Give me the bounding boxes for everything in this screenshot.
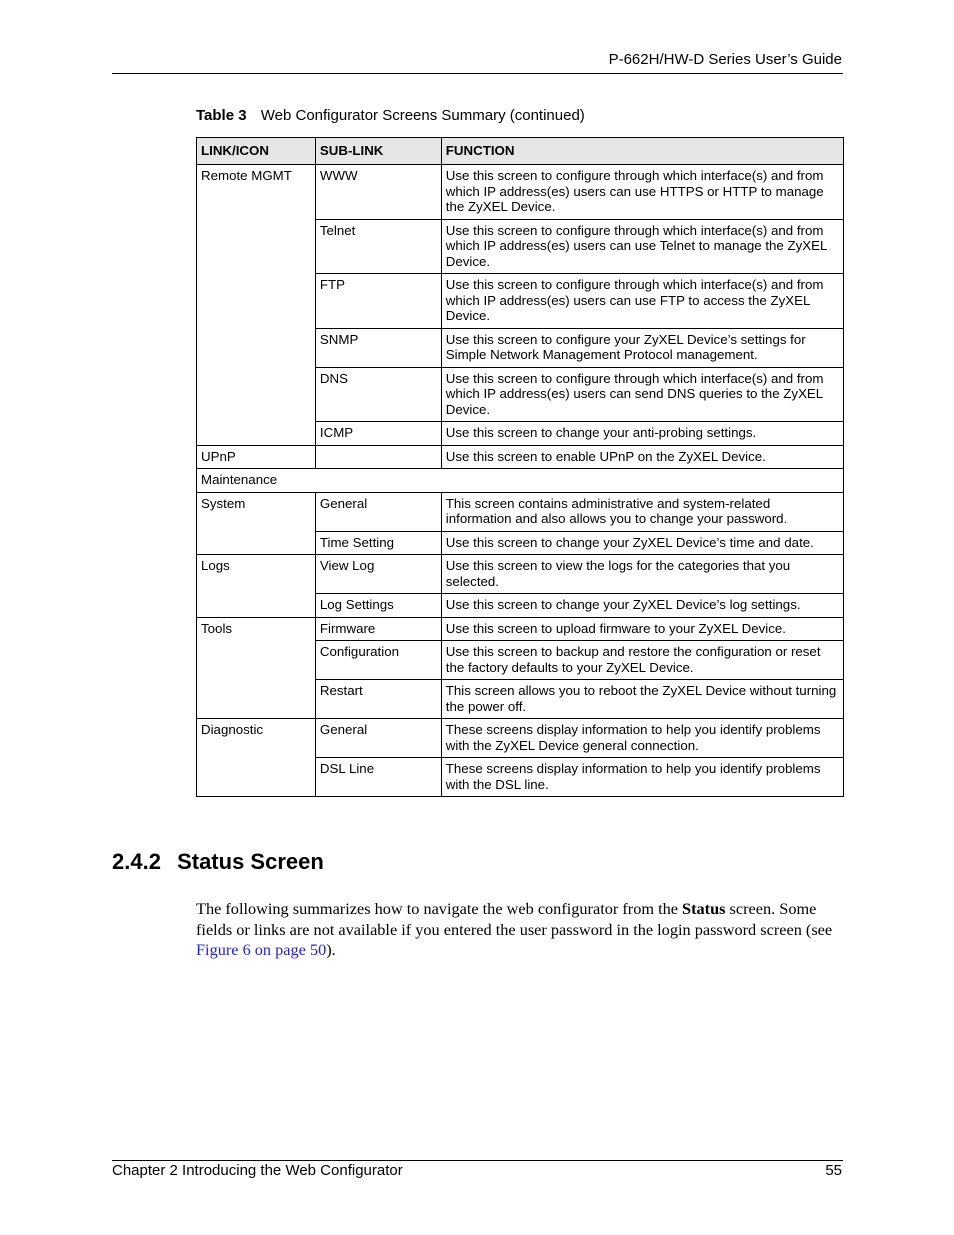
cell-sub-link: FTP	[315, 274, 441, 329]
footer-page-number: 55	[825, 1162, 842, 1179]
cell-sub-link: ICMP	[315, 422, 441, 446]
table-row	[197, 165, 844, 220]
screens-summary-table	[196, 137, 844, 797]
cell-sub-link: DSL Line	[315, 758, 441, 797]
table-row	[197, 445, 844, 469]
column-header-link-icon: LINK/ICON	[197, 138, 316, 165]
table-header-row	[197, 138, 844, 165]
cell-sub-link: DNS	[315, 367, 441, 422]
cell-sub-link: General	[315, 492, 441, 531]
intro-paragraph	[196, 899, 844, 961]
table-row	[197, 719, 844, 758]
table-row	[197, 492, 844, 531]
section-number: 2.4.2	[112, 849, 161, 874]
cell-sub-link: General	[315, 719, 441, 758]
cell-link-icon: Tools	[197, 617, 316, 719]
cell-function: Use this screen to configure through which interface(s) and from which IP address(es) users can send DNS queries to the ZyXEL Device.	[441, 367, 843, 422]
cell-function: This screen allows you to reboot the ZyXEL Device without turning the power off.	[441, 680, 843, 719]
cell-function: Use this screen to enable UPnP on the ZyXEL Device.	[441, 445, 843, 469]
cell-sub-link: Telnet	[315, 219, 441, 274]
table-body	[197, 165, 844, 797]
cell-sub-link: Firmware	[315, 617, 441, 641]
header-rule	[112, 73, 843, 74]
column-header-sub-link: SUB-LINK	[315, 138, 441, 165]
cell-function: These screens display information to help you identify problems with the DSL line.	[441, 758, 843, 797]
cell-link-icon: Remote MGMT	[197, 165, 316, 446]
cell-link-icon: Logs	[197, 555, 316, 618]
table-row	[197, 555, 844, 594]
column-header-function: FUNCTION	[441, 138, 843, 165]
cell-sub-link	[315, 445, 441, 469]
cell-function: Use this screen to configure your ZyXEL Device’s settings for Simple Network Management Protocol management.	[441, 328, 843, 367]
cell-function: Use this screen to configure through which interface(s) and from which IP address(es) users can use HTTPS or HTTP to manage the ZyXEL Device.	[441, 165, 843, 220]
cell-function: Use this screen to view the logs for the categories that you selected.	[441, 555, 843, 594]
cell-function: Use this screen to backup and restore the configuration or reset the factory defaults to your ZyXEL Device.	[441, 641, 843, 680]
cell-function: Use this screen to change your ZyXEL Device’s time and date.	[441, 531, 843, 555]
cell-function: Use this screen to configure through which interface(s) and from which IP address(es) users can use Telnet to manage the ZyXEL Device.	[441, 219, 843, 274]
footer-rule	[112, 1160, 843, 1161]
table-caption	[196, 107, 585, 124]
cell-function: Use this screen to change your anti-probing settings.	[441, 422, 843, 446]
section-title: Status Screen	[177, 849, 324, 874]
footer-chapter: Chapter 2 Introducing the Web Configurator	[112, 1162, 403, 1179]
table-section-label: Maintenance	[197, 469, 844, 493]
cell-sub-link: Configuration	[315, 641, 441, 680]
cell-sub-link: Restart	[315, 680, 441, 719]
cell-sub-link: WWW	[315, 165, 441, 220]
paragraph-text-2: screen. Some fields or links are not available if you entered the user password in the login password screen (see	[196, 899, 833, 939]
cell-function: Use this screen to configure through which interface(s) and from which IP address(es) users can use FTP to access the ZyXEL Device.	[441, 274, 843, 329]
cell-function: Use this screen to upload firmware to your ZyXEL Device.	[441, 617, 843, 641]
figure-reference-link[interactable]: Figure 6 on page 50	[196, 940, 327, 959]
table-section-row	[197, 469, 844, 493]
cell-link-icon: UPnP	[197, 445, 316, 469]
cell-link-icon: System	[197, 492, 316, 555]
table-row	[197, 617, 844, 641]
cell-link-icon: Diagnostic	[197, 719, 316, 797]
cell-sub-link: Log Settings	[315, 594, 441, 618]
cell-function: These screens display information to help you identify problems with the ZyXEL Device general connection.	[441, 719, 843, 758]
running-header-title: P-662H/HW-D Series User’s Guide	[608, 51, 842, 68]
paragraph-text-1: The following summarizes how to navigate the web configurator from the	[196, 899, 683, 918]
paragraph-bold-status: Status	[682, 899, 726, 918]
table-caption-number: Table 3	[196, 107, 247, 124]
cell-function: Use this screen to change your ZyXEL Device’s log settings.	[441, 594, 843, 618]
cell-sub-link: Time Setting	[315, 531, 441, 555]
cell-sub-link: View Log	[315, 555, 441, 594]
cell-function: This screen contains administrative and system-related information and also allows you to change your password.	[441, 492, 843, 531]
table-caption-text: Web Configurator Screens Summary (continued)	[260, 107, 585, 124]
paragraph-text-3: ).	[326, 940, 336, 959]
section-heading	[112, 849, 324, 875]
cell-sub-link: SNMP	[315, 328, 441, 367]
